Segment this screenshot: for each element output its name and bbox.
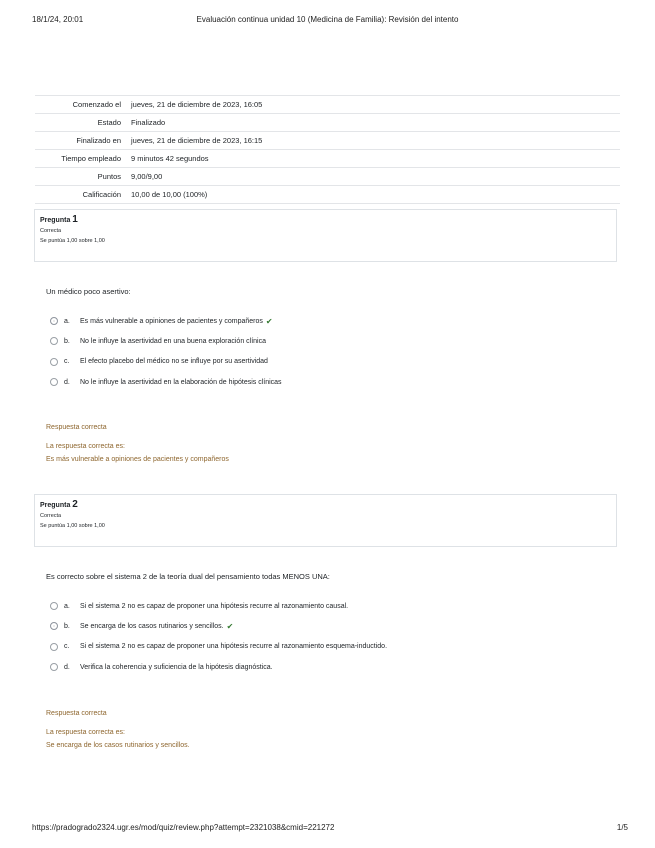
answer-letter: d. <box>64 663 70 671</box>
question-info-1 <box>34 209 617 262</box>
question-grade: Se puntúa 1,00 sobre 1,00 <box>40 523 105 529</box>
summary-row <box>35 114 620 132</box>
summary-label: Tiempo empleado <box>35 150 127 168</box>
check-icon: ✔ <box>226 621 234 631</box>
summary-value: 10,00 de 10,00 (100%) <box>127 186 620 204</box>
feedback-label: La respuesta correcta es: <box>46 443 125 450</box>
answer-letter: c. <box>64 643 70 651</box>
summary-row <box>35 132 620 150</box>
answer-letter: b. <box>64 337 70 345</box>
question-prefix: Pregunta <box>40 502 71 509</box>
radio-icon[interactable] <box>50 643 58 651</box>
question-number-value: 2 <box>72 499 78 510</box>
answer-text: No le influye la asertividad en una buena exploración clínica <box>80 337 267 345</box>
feedback-2 <box>46 707 190 752</box>
feedback-status: Respuesta correcta <box>46 424 107 431</box>
answer-text: El efecto placebo del médico no se influye por su asertividad <box>80 358 268 366</box>
answer-option[interactable] <box>50 372 282 392</box>
radio-icon[interactable] <box>50 602 58 610</box>
question-number <box>40 214 611 225</box>
feedback-1 <box>46 421 229 466</box>
feedback-answer: Se encarga de los casos rutinarios y sencillos. <box>46 742 190 749</box>
answer-text: Se encarga de los casos rutinarios y sencillos. <box>80 622 224 630</box>
feedback-answer: Es más vulnerable a opiniones de pacientes y compañeros <box>46 456 229 463</box>
answer-option[interactable] <box>50 657 387 677</box>
answer-list-2 <box>50 596 387 677</box>
question-number <box>40 499 611 510</box>
summary-value: jueves, 21 de diciembre de 2023, 16:15 <box>127 132 620 150</box>
print-footer <box>0 823 655 835</box>
answer-list-1 <box>50 311 282 392</box>
question-info-2 <box>34 494 617 547</box>
answer-letter: d. <box>64 378 70 386</box>
question-prefix: Pregunta <box>40 217 71 224</box>
radio-selected-icon[interactable] <box>50 622 58 630</box>
answer-option[interactable] <box>50 331 282 351</box>
question-text-2: Es correcto sobre el sistema 2 de la teoría dual del pensamiento todas MENOS UNA: <box>46 572 330 581</box>
radio-icon[interactable] <box>50 663 58 671</box>
summary-label: Comenzado el <box>35 96 127 114</box>
print-header <box>0 15 655 27</box>
answer-text: Si el sistema 2 no es capaz de proponer una hipótesis recurre al razonamiento esquema-inductido. <box>80 643 388 651</box>
summary-row <box>35 168 620 186</box>
answer-letter: a. <box>64 317 70 325</box>
attempt-summary-table <box>35 95 620 204</box>
answer-option[interactable] <box>50 637 387 657</box>
answer-option[interactable] <box>50 596 387 616</box>
summary-row <box>35 186 620 204</box>
summary-label: Finalizado en <box>35 132 127 150</box>
summary-label: Estado <box>35 114 127 132</box>
summary-value: 9 minutos 42 segundos <box>127 150 620 168</box>
question-grade: Se puntúa 1,00 sobre 1,00 <box>40 238 105 244</box>
page-url[interactable]: https://pradogrado2324.ugr.es/mod/quiz/review.php?attempt=2321038&cmid=221272 <box>32 823 335 832</box>
summary-value: Finalizado <box>127 114 620 132</box>
feedback-label: La respuesta correcta es: <box>46 729 125 736</box>
radio-icon[interactable] <box>50 378 58 386</box>
radio-selected-icon[interactable] <box>50 317 58 325</box>
question-number-value: 1 <box>72 214 78 225</box>
summary-row <box>35 96 620 114</box>
answer-text: Es más vulnerable a opiniones de pacientes y compañeros <box>80 317 263 325</box>
question-state: Correcta <box>40 513 62 519</box>
summary-row <box>35 150 620 168</box>
answer-option[interactable] <box>50 616 387 636</box>
answer-letter: a. <box>64 602 70 610</box>
answer-option[interactable] <box>50 311 282 331</box>
radio-icon[interactable] <box>50 337 58 345</box>
answer-text: No le influye la asertividad en la elaboración de hipótesis clínicas <box>80 378 282 386</box>
feedback-status: Respuesta correcta <box>46 710 107 717</box>
question-text-1: Un médico poco asertivo: <box>46 287 131 296</box>
page-number: 1/5 <box>616 823 628 832</box>
summary-value: 9,00/9,00 <box>127 168 620 186</box>
summary-value: jueves, 21 de diciembre de 2023, 16:05 <box>127 96 620 114</box>
page-title: Evaluación continua unidad 10 (Medicina de Familia): Revisión del intento <box>196 15 459 24</box>
print-date: 18/1/24, 20:01 <box>32 15 84 24</box>
question-state: Correcta <box>40 228 62 234</box>
check-icon: ✔ <box>265 316 273 326</box>
answer-letter: b. <box>64 622 70 630</box>
summary-label: Puntos <box>35 168 127 186</box>
answer-option[interactable] <box>50 352 282 372</box>
answer-letter: c. <box>64 358 70 366</box>
radio-icon[interactable] <box>50 358 58 366</box>
answer-text: Verifica la coherencia y suficiencia de la hipótesis diagnóstica. <box>80 663 273 671</box>
summary-label: Calificación <box>35 186 127 204</box>
answer-text: Si el sistema 2 no es capaz de proponer una hipótesis recurre al razonamiento causal. <box>80 602 349 610</box>
